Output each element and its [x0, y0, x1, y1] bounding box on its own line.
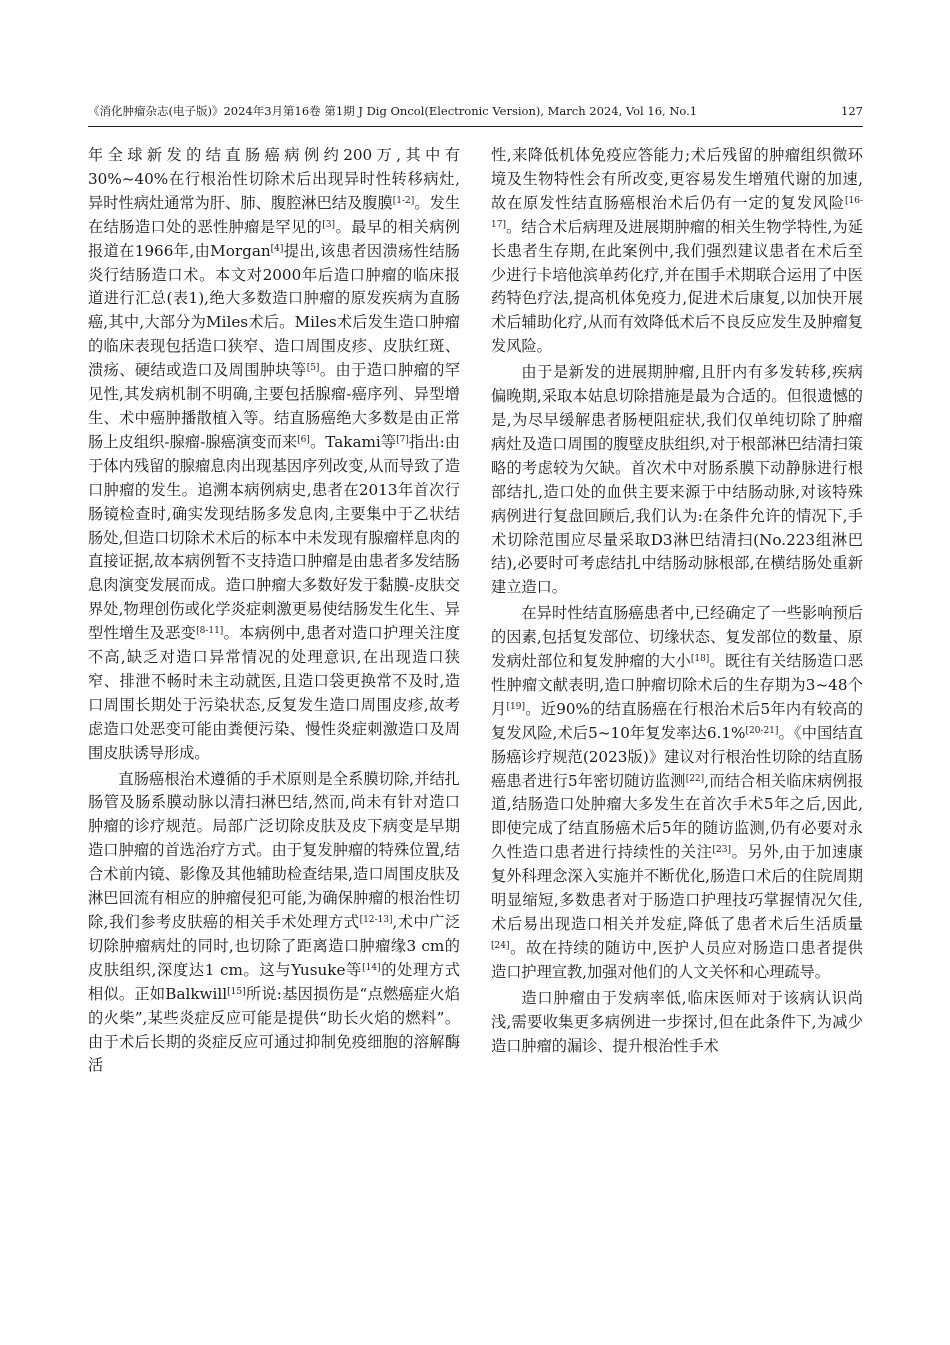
citation-ref: [8-11]	[196, 626, 224, 637]
body-paragraph	[491, 361, 863, 600]
page-number: 127	[841, 104, 863, 118]
citation-ref: [1-2]	[392, 195, 415, 206]
text-run: ,而结合相关临床病例报道,结肠造口处肿瘤大多发生在首次手术5年之后,因此,即使完成了结直肠癌术后5年的随访监测,仍有必要对永久性造口患者进行持续性的关注	[491, 771, 863, 862]
journal-citation: 《消化肿瘤杂志(电子版)》2024年3月第16卷 第1期 J Dig Oncol(Electronic Version), March 2024, Vol 16, No.1	[88, 104, 698, 118]
citation-ref: [24]	[491, 940, 510, 951]
text-run: 。既往有关结肠造口恶性肿瘤文献表明,造口肿瘤切除术后的生存期为3~48个月	[491, 652, 863, 718]
citation-ref: [14]	[362, 962, 381, 973]
citation-ref: [19]	[506, 701, 525, 712]
citation-ref: [3]	[322, 219, 336, 230]
continued-paragraph	[491, 144, 863, 359]
text-run: 所说:基因损伤是“点燃癌症火焰的火柴”,某些炎症反应可能是提供“助长火焰的燃料”。由于术后长期的炎症反应可通过抑制免疫细胞的溶解酶活	[88, 984, 460, 1075]
body-paragraph	[491, 602, 863, 985]
header-rule	[88, 126, 863, 127]
text-run: 的处理方式相似。正如Balkwill	[88, 960, 460, 1003]
text-run: 年全球新发的结直肠癌病例约200万,其中有30%~40%在行根治性切除术后出现异时性转移病灶,异时性病灶通常为肝、肺、腹腔淋巴结及腹膜	[88, 146, 460, 212]
text-run: 直肠癌根治术遵循的手术原则是全系膜切除,并结扎肠管及肠系膜动脉以清扫淋巴结,然而,尚未有针对造口肿瘤的诊疗规范。局部广泛切除皮肤及皮下病变是早期造口肿瘤的首选治疗方式。由于复发肿瘤的特殊位置,结合术前内镜、影像及其他辅助检查结果,造口周围皮肤及淋巴回流有相应的肿瘤侵犯可能,为确保肿瘤的根治性切除,我们参考皮肤癌的相关手术处理方式	[88, 769, 460, 931]
citation-ref: [16-17]	[491, 195, 863, 230]
right-column	[491, 144, 863, 1264]
text-run: 由于是新发的进展期肿瘤,且肝内有多发转移,疾病偏晚期,采取本姑息切除措施是最为合适的。但很遗憾的是,为尽早缓解患者肠梗阻症状,我们仅单纯切除了肿瘤病灶及造口周围的腹壁皮肤组织,对于根部淋巴结清扫策略的考虑较为欠缺。首次术中对肠系膜下动静脉进行根部结扎,造口处的血供主要来源于中结肠动脉,对该特殊病例进行复盘回顾后,我们认为:在条件允许的情况下,手术切除范围应尽量采取D3淋巴结清扫(No.223组淋巴结),必要时可考虑结扎中结肠动脉根部,在横结肠处重新建立造口。	[491, 363, 863, 597]
text-run: 。结合术后病理及进展期肿瘤的相关生物学特性,为延长患者生存期,在此案例中,我们强烈建议患者在术后至少进行卡培他滨单药化疗,并在围手术期联合运用了中医药特色疗法,提高机体免疫力,促进术后康复,以加快开展术后辅助化疗,从而有效降低术后不良反应发生及肿瘤复发风险。	[491, 217, 863, 356]
citation-ref: [23]	[712, 845, 731, 856]
text-run: 性,来降低机体免疫应答能力;术后残留的肿瘤组织微环境及生物特性会有所改变,更容易发生增殖代谢的加速,故在原发性结直肠癌根治术后仍有一定的复发风险	[491, 146, 863, 212]
text-run: 。最早的相关病例报道在1966年,由Morgan	[88, 217, 460, 260]
text-run: 。发生在结肠造口处的恶性肿瘤是罕见的	[88, 193, 460, 236]
body-paragraph	[88, 768, 460, 1079]
citation-ref: [15]	[227, 986, 246, 997]
continued-paragraph	[88, 144, 460, 766]
citation-ref: [6]	[297, 434, 310, 445]
text-run: 。本病例中,患者对造口护理关注度不高,缺乏对造口异常情况的处理意识,在出现造口狭窄、排泄不畅时未主动就医,且造口袋更换常不及时,造口周围长期处于污染状态,反复发生造口周围皮疹,故考虑造口处恶变可能由粪便污染、慢性炎症刺激造口及周围皮肤诱导形成。	[88, 624, 460, 762]
text-run: 。另外,由于加速康复外科理念深入实施并不断优化,肠造口术后的住院周期明显缩短,多数患者对于肠造口护理技巧掌握情况欠佳,术后易出现造口相关并发症,降低了患者术后生活质量	[491, 843, 863, 933]
text-run: 。故在持续的随访中,医护人员应对肠造口患者提供造口护理宣教,加强对他们的人文关怀和心理疏导。	[491, 938, 863, 981]
left-column	[88, 144, 460, 1264]
citation-ref: [5]	[306, 363, 320, 374]
citation-ref: [7]	[396, 434, 409, 445]
citation-ref: [12-13]	[359, 915, 393, 925]
text-run: 造口肿瘤由于发病率低,临床医师对于该病认识尚浅,需要收集更多病例进一步探讨,但在此条件下,为减少造口肿瘤的漏诊、提升根治性手术	[491, 988, 863, 1055]
citation-ref: [18]	[690, 654, 710, 665]
text-run: 指出:由于体内残留的腺瘤息肉出现基因序列改变,从而导致了造口肿瘤的发生。追溯本病例病史,患者在2013年首次行肠镜检查时,确实发现结肠多发息肉,主要集中于乙状结肠处,但造口切除术术后的标本中未发现有腺瘤样息肉的直接证据,故本病例暂不支持造口肿瘤是由患者多发结肠息肉演变发展而成。造口肿瘤大多数好发于黏膜-皮肤交界处,物理创伤或化学炎症刺激更易使结肠发生化生、异型性增生及恶变	[88, 432, 460, 643]
text-run: 提出,该患者因溃疡性结肠炎行结肠造口术。本文对2000年后造口肿瘤的临床报道进行汇总(表1),绝大多数造口肿瘤的原发疾病为直肠癌,其中,大部分为Miles术后。Miles术后发生造口肿瘤的临床表现包括造口狭窄、造口周围皮疹、皮肤红斑、溃疡、硬结或造口及周围肿块等	[88, 241, 460, 380]
text-run: 在异时性结直肠癌患者中,已经确定了一些影响预后的因素,包括复发部位、切缘状态、复发部位的数量、原发病灶部位和复发肿瘤的大小	[491, 604, 863, 671]
text-run: 。Takami等	[309, 432, 397, 451]
body-paragraph	[491, 987, 863, 1059]
text-run: 。《中国结直肠癌诊疗规范(2023版)》建议对行根治性切除的结直肠癌患者进行5年密切随访监测	[491, 723, 863, 790]
citation-ref: [4]	[270, 243, 284, 254]
text-run: 。由于造口肿瘤的罕见性,其发病机制不明确,主要包括腺瘤-癌序列、异型增生、术中癌肿播散植入等。结直肠癌绝大多数是由正常肠上皮组织-腺瘤-腺癌演变而来	[88, 361, 460, 451]
text-run: 。近90%的结直肠癌在行根治术后5年内有较高的复发风险,术后5~10年复发率达6.1%	[491, 699, 863, 742]
citation-ref: [22]	[685, 773, 705, 784]
citation-ref: [20-21]	[745, 725, 779, 736]
text-run: ,术中广泛切除肿瘤病灶的同时,也切除了距离造口肿瘤缘3 cm的皮肤组织,深度达1 cm。这与Yusuke等	[88, 913, 460, 979]
